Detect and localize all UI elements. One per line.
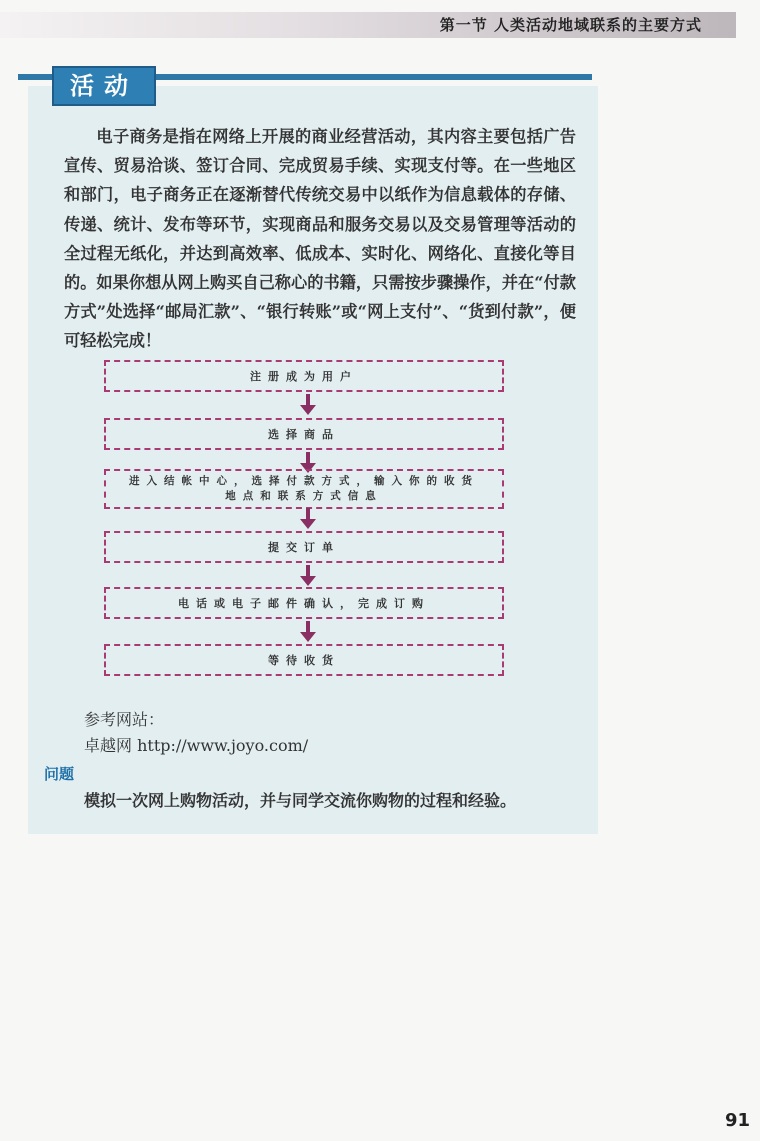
activity-title: 活动 bbox=[52, 66, 156, 106]
question-label: 问题 bbox=[44, 765, 75, 783]
activity-body: 电子商务是指在网络上开展的商业经营活动，其内容主要包括广告宣传、贸易洽谈、签订合同、完成贸易手续、实现支付等。在一些地区和部门，电子商务正在逐渐替代传统交易中以纸作为信息载体的存储、传递、统计、发布等环节，实现商品和服务交易以及交易管理等活动的全过程无纸化，并达到高效率、低成本、实时化、网络化、直接化等目的。如果你想从网上购买自己称心的书籍，只需按步骤操作，并在“付款方式”处选择“邮局汇款”、“银行转账”或“网上支付”、“货到付款”，便可轻松完成！ bbox=[64, 127, 576, 351]
page-number: 91 bbox=[724, 1110, 750, 1131]
header-band bbox=[0, 12, 736, 38]
flow-arrow-5 bbox=[299, 621, 317, 643]
flow-step-submit-order: 提交订单 bbox=[104, 531, 504, 563]
section-title: 第一节 人类活动地域联系的主要方式 bbox=[439, 16, 702, 34]
flow-step-await-delivery: 等待收货 bbox=[104, 644, 504, 676]
flow-step-confirm: 电话或电子邮件确认，完成订购 bbox=[104, 587, 504, 619]
reference-site: 卓越网 http://www.joyo.com/ bbox=[84, 736, 309, 755]
flow-arrow-3 bbox=[299, 508, 317, 530]
flow-arrow-1 bbox=[299, 394, 317, 416]
flow-step-select-goods: 选择商品 bbox=[104, 418, 504, 450]
flow-step-register: 注册成为用户 bbox=[104, 360, 504, 392]
question-text: 模拟一次网上购物活动，并与同学交流你购物的过程和经验。 bbox=[84, 791, 517, 810]
flow-step-checkout: 进入结帐中心，选择付款方式，输入你的收货地点和联系方式信息 bbox=[104, 469, 504, 509]
flow-arrow-4 bbox=[299, 565, 317, 587]
reference-label: 参考网站： bbox=[84, 710, 165, 729]
